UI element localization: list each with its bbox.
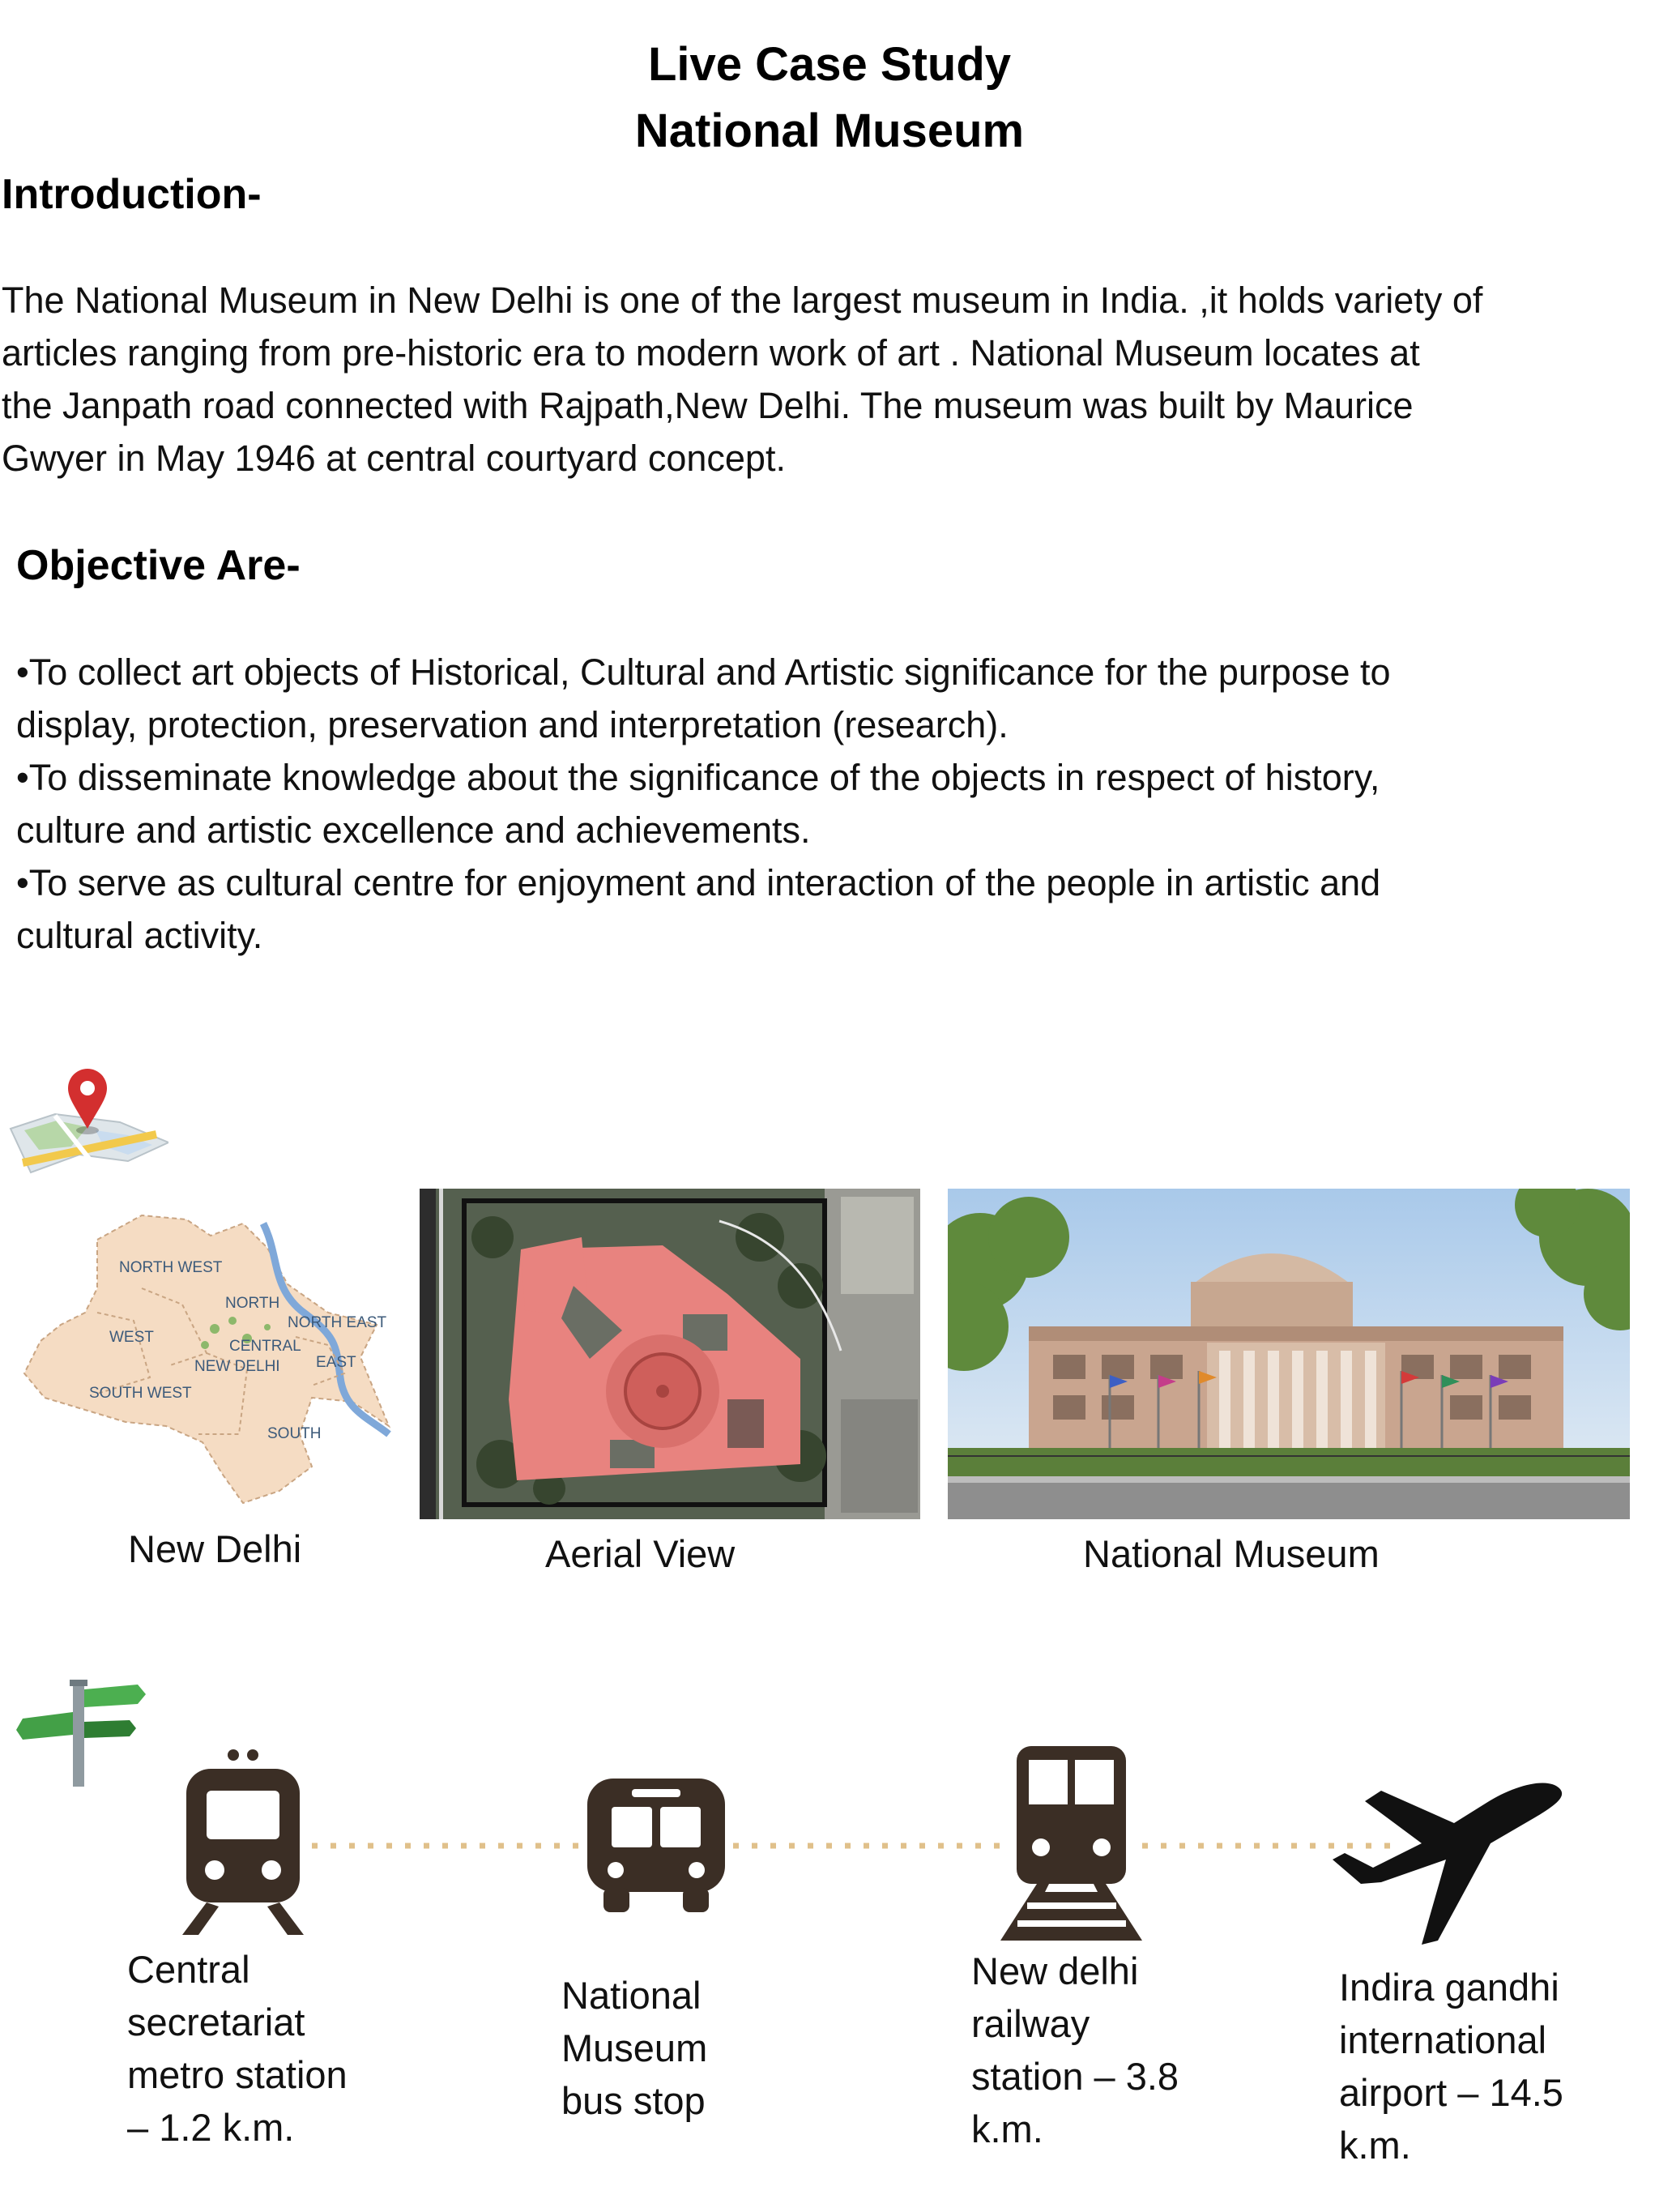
bus-icon bbox=[583, 1774, 729, 1914]
map-label: NORTH WEST bbox=[119, 1259, 223, 1276]
map-label: NEW DELHI bbox=[194, 1358, 280, 1375]
introduction-text: The National Museum in New Delhi is one of the largest museum in India. ,it holds variety of articles ranging from pre-historic era to modern work of art . National Museum locates at the Janpath road connected with Rajpath,New Delhi. The museum was built by Maurice Gwyer in May 1946 at central courtyard concept. bbox=[2, 280, 1483, 479]
objective-item: •To collect art objects of Historical, Cultural and Artistic significance for the purpose to display, protection, preservation and interpretation (research). bbox=[16, 651, 1391, 745]
objective-item: •To serve as cultural centre for enjoyment and interaction of the people in artistic and cultural activity. bbox=[16, 862, 1381, 956]
map-label: NORTH bbox=[225, 1295, 280, 1312]
metro-train-icon bbox=[174, 1749, 312, 1935]
national-museum-image bbox=[948, 1189, 1630, 1519]
map-label: EAST bbox=[316, 1354, 356, 1371]
new-delhi-caption: New Delhi bbox=[128, 1527, 302, 1570]
objective-item: •To disseminate knowledge about the significance of the objects in respect of history, culture and artistic excellence and achievements. bbox=[16, 757, 1380, 851]
page-title: Live Case Study bbox=[647, 38, 1012, 91]
airplane-icon bbox=[1324, 1779, 1567, 1949]
aerial-view-caption: Aerial View bbox=[545, 1532, 736, 1575]
signpost-icon bbox=[16, 1673, 146, 1787]
map-label: CENTRAL bbox=[229, 1338, 301, 1355]
aerial-view-image bbox=[420, 1189, 920, 1519]
railway-train-icon bbox=[996, 1742, 1146, 1941]
transit-label-railway: New delhi railway station – 3.8 k.m. bbox=[971, 1949, 1179, 2150]
map-label: SOUTH bbox=[267, 1425, 322, 1442]
introduction-heading: Introduction- bbox=[2, 171, 262, 218]
transit-label-bus: National Museum bus stop bbox=[561, 1974, 708, 2122]
location-map-icon bbox=[6, 1065, 168, 1175]
transit-label-metro: Central secretariat metro station – 1.2 k.m. bbox=[127, 1948, 348, 2149]
page-subtitle: National Museum bbox=[634, 105, 1025, 157]
objectives-heading: Objective Are- bbox=[16, 542, 301, 589]
map-label: SOUTH WEST bbox=[89, 1385, 192, 1402]
map-label: NORTH EAST bbox=[288, 1314, 387, 1331]
route-dotted-line bbox=[312, 1843, 1414, 1849]
transit-label-airport: Indira gandhi international airport – 14.5 k.m. bbox=[1339, 1966, 1563, 2167]
map-label: WEST bbox=[109, 1329, 154, 1346]
new-delhi-map bbox=[20, 1191, 397, 1515]
national-museum-caption: National Museum bbox=[1083, 1532, 1380, 1575]
